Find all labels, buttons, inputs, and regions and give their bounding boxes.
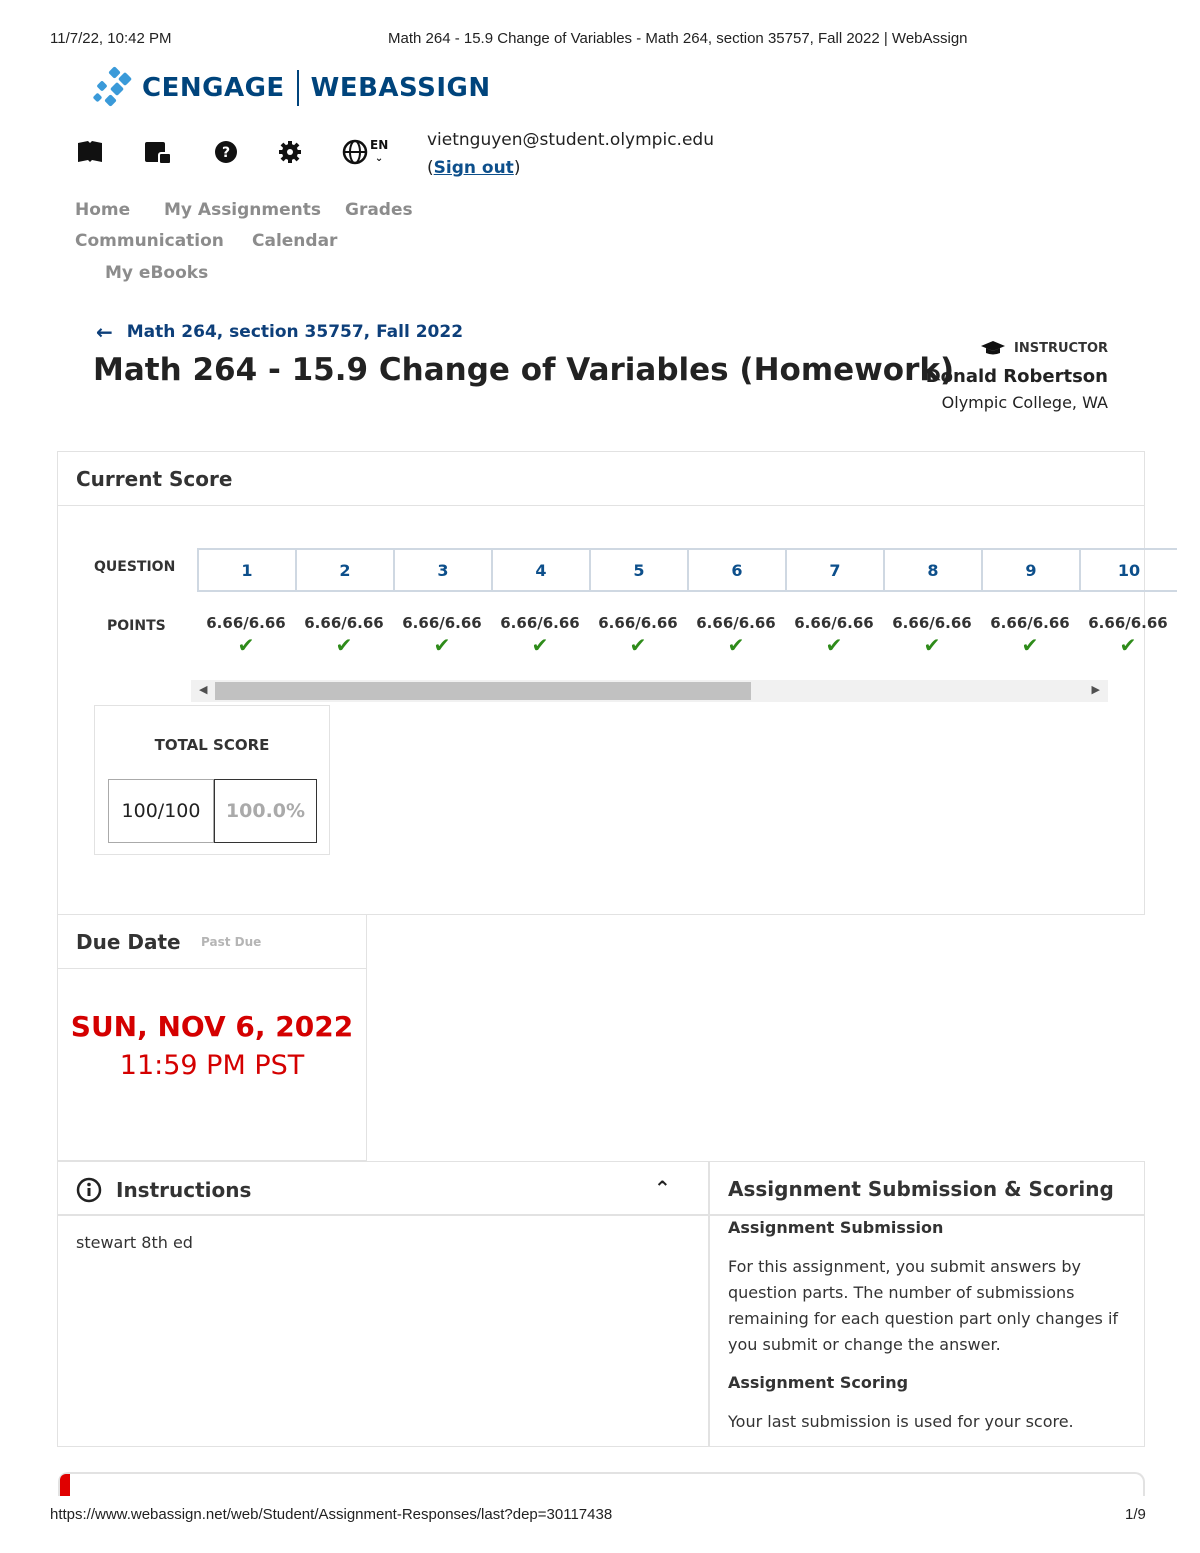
nav-calendar[interactable]: Calendar [252,231,338,251]
due-time-value: 11:59 PM PST [119,1050,305,1081]
scroll-left-arrow-icon[interactable]: ◀ [199,683,208,696]
points-cell [1079,614,1177,664]
progress-bar-fill [60,1474,70,1496]
question-number-cell[interactable]: 7 [785,548,883,592]
progress-bar [58,1472,1145,1496]
checkmark-icon: ✔ [923,633,941,657]
checkmark-icon: ✔ [237,633,255,657]
points-value: 6.66/6.66 [500,614,580,632]
question-number-cell[interactable]: 3 [393,548,491,592]
current-score-heading: Current Score [76,467,233,491]
panel-divider [58,968,366,969]
logo-brand: CENGAGE [142,73,285,103]
arrow-left-icon: ← [96,320,113,344]
logo-divider [297,70,299,106]
points-value: 6.66/6.66 [1088,614,1168,632]
points-cell [785,614,883,664]
question-number-cell[interactable]: 5 [589,548,687,592]
scrollbar-thumb[interactable] [215,682,751,700]
notes-icon[interactable] [144,138,172,166]
question-number-cell[interactable]: 4 [491,548,589,592]
breadcrumb[interactable] [96,320,463,344]
instructions-panel [57,1161,709,1447]
panel-divider [710,1214,1144,1216]
points-value: 6.66/6.66 [206,614,286,632]
due-date-heading: Due Date [76,930,181,954]
instructions-header [76,1177,251,1203]
globe-icon [342,139,368,165]
submission-description: For this assignment, you submit answers by question parts. The number of submissions remaining for each question part only changes if you submit or change the answer. [728,1257,1119,1354]
instructions-heading: Instructions [116,1178,252,1202]
nav-my-assignments[interactable]: My Assignments [164,200,322,220]
total-score-box [94,705,330,855]
print-url: https://www.webassign.net/web/Student/Assignment-Responses/last?dep=30117438 [50,1506,613,1523]
checkmark-icon: ✔ [727,633,745,657]
question-row-label: QUESTION [94,559,176,575]
checkmark-icon: ✔ [335,633,353,657]
points-cell [393,614,491,664]
help-icon[interactable] [212,138,240,166]
book-icon[interactable] [76,138,104,166]
total-score-value: 100/100 [108,779,214,843]
print-page-number: 1/9 [1125,1506,1146,1523]
total-score-percent: 100.0% [214,779,317,843]
logo-product: WEBASSIGN [310,73,491,103]
instructions-text: stewart 8th ed [76,1233,193,1252]
breadcrumb-course-link[interactable]: Math 264, section 35757, Fall 2022 [126,322,464,342]
cengage-webassign-logo[interactable] [92,66,491,110]
points-cell [589,614,687,664]
instructor-school: Olympic College, WA [941,393,1108,412]
question-number-cell[interactable]: 9 [981,548,1079,592]
panel-divider [58,505,1144,506]
print-page-title: Math 264 - 15.9 Change of Variables - Math 264, section 35757, Fall 2022 | WebAssign [388,30,968,47]
question-number-cell[interactable]: 8 [883,548,981,592]
points-row [197,614,1168,664]
horizontal-scrollbar[interactable] [191,680,1108,702]
scoring-description: Your last submission is used for your score. [728,1412,1074,1431]
points-value: 6.66/6.66 [304,614,384,632]
question-number-cell[interactable]: 2 [295,548,393,592]
points-value: 6.66/6.66 [892,614,972,632]
sign-out-wrapper: (Sign out) [427,158,521,178]
chevron-down-icon: ⌄ [374,153,384,164]
question-number-cell[interactable]: 6 [687,548,785,592]
checkmark-icon: ✔ [825,633,843,657]
points-value: 6.66/6.66 [990,614,1070,632]
collapse-chevron-up-icon[interactable]: ⌃ [654,1176,671,1200]
points-value: 6.66/6.66 [794,614,874,632]
checkmark-icon: ✔ [1119,633,1137,657]
graduation-cap-icon [980,340,1006,356]
info-icon [76,1177,102,1203]
points-value: 6.66/6.66 [696,614,776,632]
cengage-logo-icon [92,66,136,110]
nav-communication[interactable]: Communication [75,231,224,251]
scroll-right-arrow-icon[interactable]: ▶ [1091,683,1100,696]
points-row-label: POINTS [107,618,166,634]
total-score-label: TOTAL SCORE [154,736,270,754]
due-date-value: SUN, NOV 6, 2022 [70,1010,354,1043]
svg-text:?: ? [221,145,231,161]
nav-my-ebooks[interactable]: My eBooks [105,263,209,283]
instructor-name: Donald Robertson [925,366,1108,387]
language-code: EN [370,138,389,152]
question-number-cell[interactable]: 10 [1079,548,1177,592]
language-selector[interactable] [342,138,392,166]
points-cell [883,614,981,664]
user-email: vietnguyen@student.olympic.edu [427,130,714,150]
submission-scoring-heading: Assignment Submission & Scoring [728,1177,1114,1201]
question-number-row [197,548,1141,592]
points-cell [197,614,295,664]
checkmark-icon: ✔ [629,633,647,657]
points-cell [295,614,393,664]
past-due-badge: Past Due [201,935,262,949]
points-value: 6.66/6.66 [598,614,678,632]
question-number-cell[interactable]: 1 [197,548,295,592]
points-cell [981,614,1079,664]
points-value: 6.66/6.66 [402,614,482,632]
instructor-label-text: INSTRUCTOR [1014,340,1108,356]
sign-out-link[interactable]: Sign out [433,158,514,178]
nav-home[interactable]: Home [75,200,131,220]
checkmark-icon: ✔ [433,633,451,657]
checkmark-icon: ✔ [531,633,549,657]
nav-grades[interactable]: Grades [345,200,413,220]
gear-icon[interactable] [276,138,304,166]
points-cell [687,614,785,664]
page-title: Math 264 - 15.9 Change of Variables (Homework) [93,352,955,388]
scoring-subheading: Assignment Scoring [728,1373,909,1392]
checkmark-icon: ✔ [1021,633,1039,657]
panel-divider [58,1214,708,1216]
submission-subheading: Assignment Submission [728,1218,944,1237]
instructor-label [980,340,1108,356]
print-datetime: 11/7/22, 10:42 PM [50,30,172,47]
points-cell [491,614,589,664]
